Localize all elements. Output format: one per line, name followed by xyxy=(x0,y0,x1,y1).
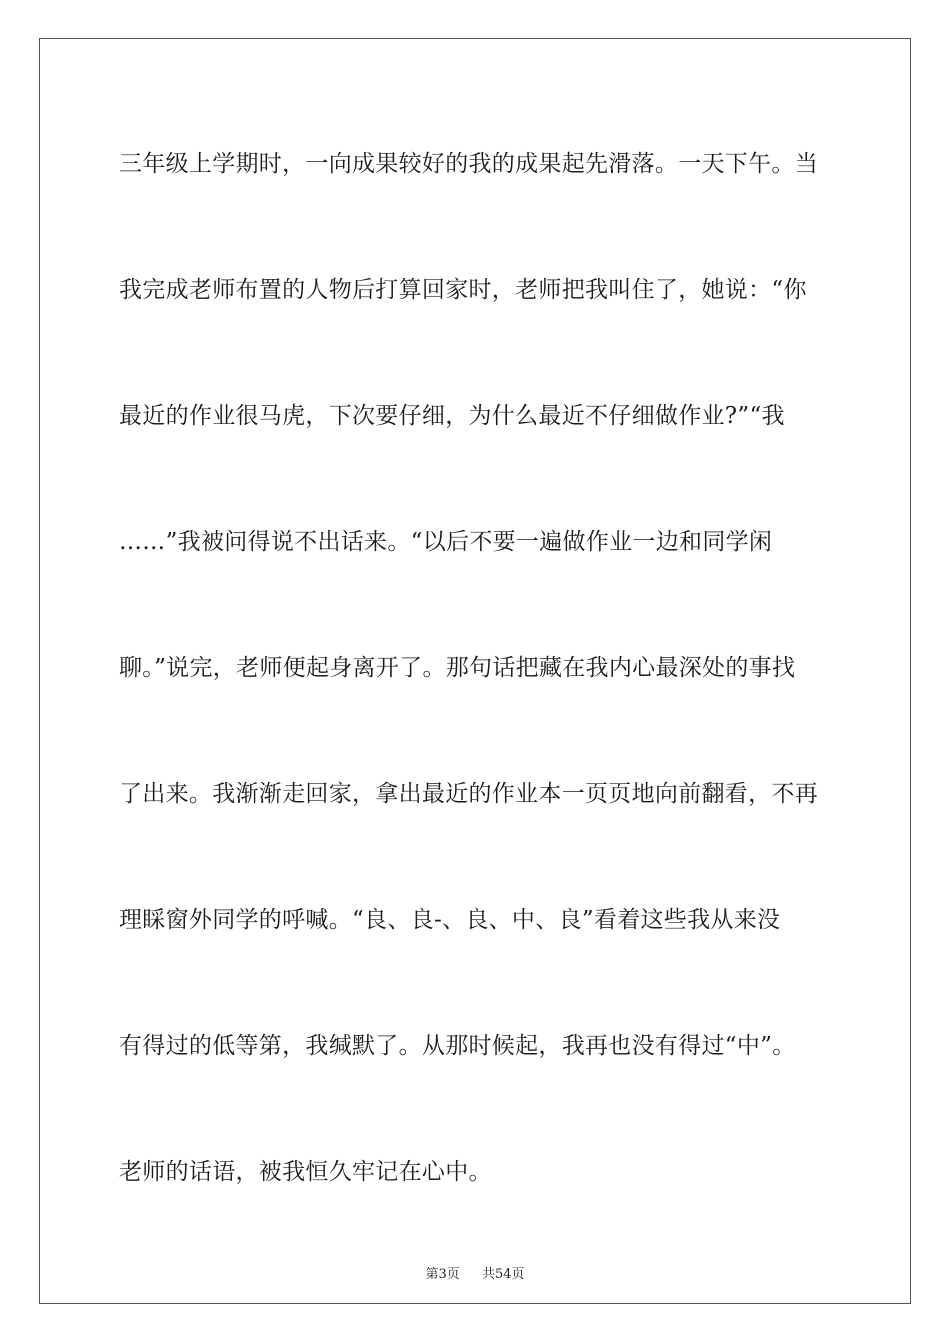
text-line-9: 老师的话语，被我恒久牢记在心中。 xyxy=(119,1159,492,1185)
text-line-3: 最近的作业很马虎，下次要仔细，为什么最近不仔细做作业?”“我 xyxy=(119,403,785,429)
page-frame xyxy=(39,38,911,1304)
text-line-1: 三年级上学期时，一向成果较好的我的成果起先滑落。一天下午。当 xyxy=(119,151,818,177)
text-line-6: 了出来。我渐渐走回家，拿出最近的作业本一页页地向前翻看，不再 xyxy=(119,781,818,807)
page-total: 共54页 xyxy=(482,1267,525,1282)
page-footer xyxy=(40,1263,910,1282)
text-line-8: 有得过的低等第，我缄默了。从那时候起，我再也没有得过“中”。 xyxy=(119,1033,796,1059)
text-line-5: 聊。”说完，老师便起身离开了。那句话把藏在我内心最深处的事找 xyxy=(119,655,796,681)
text-line-2: 我完成老师布置的人物后打算回家时，老师把我叫住了，她说：“你 xyxy=(119,277,807,303)
body-text xyxy=(119,150,839,1284)
text-line-7: 理睬窗外同学的呼喊。“良、良-、良、中、良”看着这些我从来没 xyxy=(119,907,781,933)
text-line-4: ……”我被问得说不出话来。“以后不要一遍做作业一边和同学闲 xyxy=(119,529,773,555)
page-number: 第3页 xyxy=(425,1267,460,1282)
